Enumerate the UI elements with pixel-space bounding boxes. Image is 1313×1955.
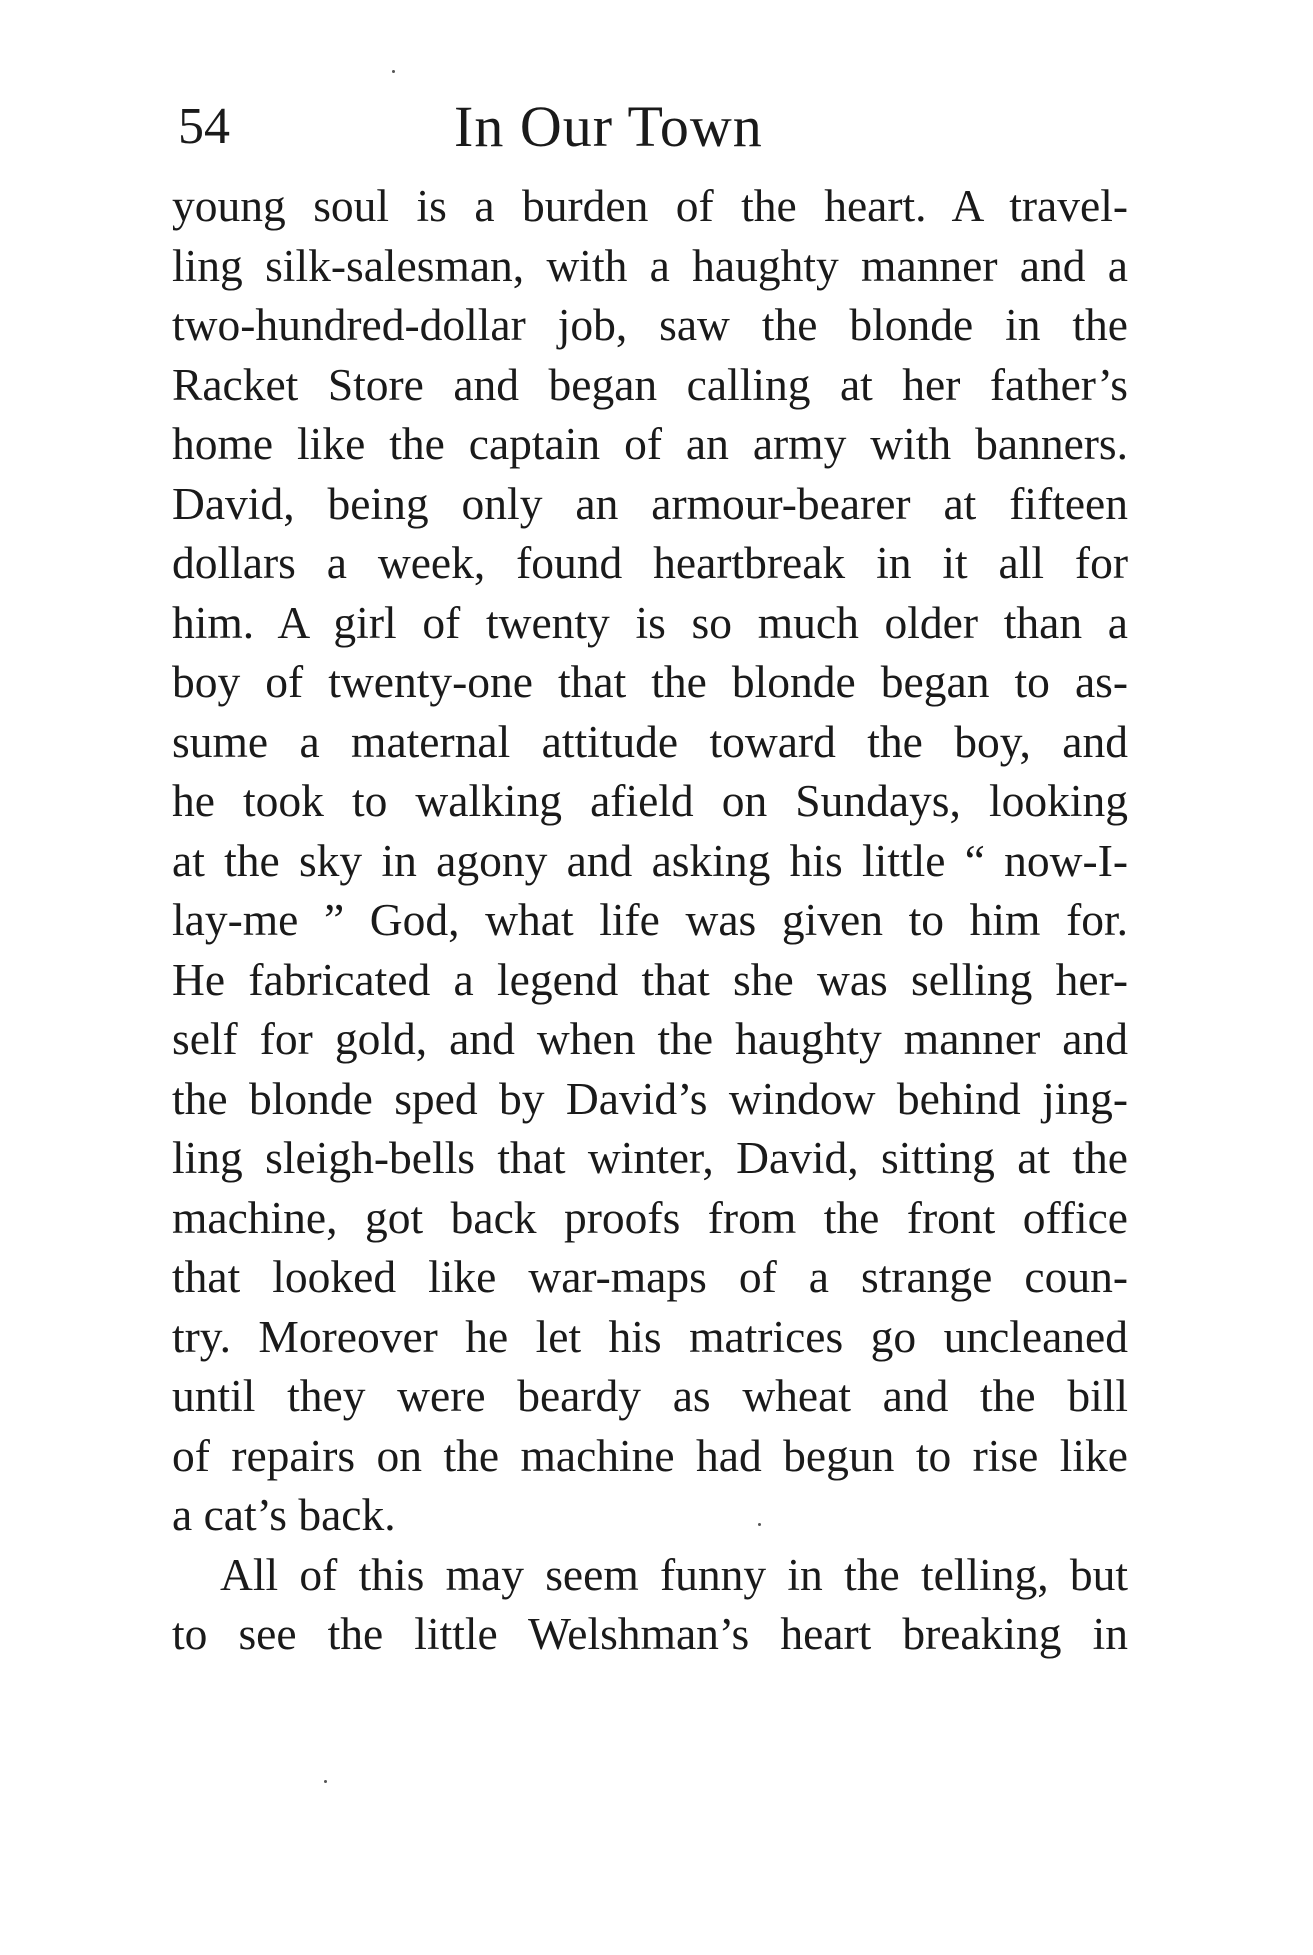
text-line: try. Moreover he let his matrices go uncleaned <box>172 1310 1128 1362</box>
print-speck <box>392 70 395 73</box>
print-speck <box>758 1523 761 1526</box>
text-line: machine, got back proofs from the front office <box>172 1191 1128 1243</box>
text-line: self for gold, and when the haughty manner and <box>172 1013 1128 1064</box>
text-line: young soul is a burden of the heart. A travel- <box>172 180 1128 231</box>
body-text <box>172 176 1128 1664</box>
text-line: the blonde sped by David’s window behind jing- <box>172 1072 1128 1124</box>
text-line: that looked like war-maps of a strange coun- <box>172 1251 1128 1302</box>
text-line: of repairs on the machine had begun to rise like <box>172 1429 1128 1481</box>
text-line: ling sleigh-bells that winter, David, sitting at the <box>172 1132 1128 1183</box>
paragraph-1 <box>172 176 1128 1545</box>
text-line: dollars a week, found heartbreak in it all for <box>172 537 1128 588</box>
text-line: boy of twenty-one that the blonde began to as- <box>172 656 1128 707</box>
text-line: to see the little Welshman’s heart breaking in <box>172 1608 1128 1659</box>
print-speck <box>324 1780 327 1783</box>
text-line: He fabricated a legend that she was selling her- <box>172 953 1128 1005</box>
page-number: 54 <box>178 98 230 155</box>
text-line: ling silk-salesman, with a haughty manner and a <box>172 239 1128 291</box>
page-header <box>178 92 1138 162</box>
text-line: a cat’s back. <box>172 1489 396 1540</box>
text-line: lay-me ” God, what life was given to him for. <box>172 894 1128 945</box>
paragraph-2 <box>172 1545 1128 1664</box>
text-line: two-hundred-dollar job, saw the blonde in the <box>172 299 1128 350</box>
text-line: Racket Store and began calling at her father’s <box>172 358 1128 410</box>
text-line: him. A girl of twenty is so much older than a <box>172 596 1128 648</box>
text-line: he took to walking afield on Sundays, looking <box>172 775 1128 826</box>
text-line: until they were beardy as wheat and the bill <box>172 1370 1128 1421</box>
running-title: In Our Town <box>454 94 763 159</box>
text-line: All of this may seem funny in the telling, but <box>220 1548 1128 1600</box>
text-line: at the sky in agony and asking his little “ now-I- <box>172 834 1128 886</box>
text-line: sume a maternal attitude toward the boy, and <box>172 715 1128 767</box>
text-line: home like the captain of an army with banners. <box>172 418 1128 469</box>
text-line: David, being only an armour-bearer at fifteen <box>172 477 1128 529</box>
